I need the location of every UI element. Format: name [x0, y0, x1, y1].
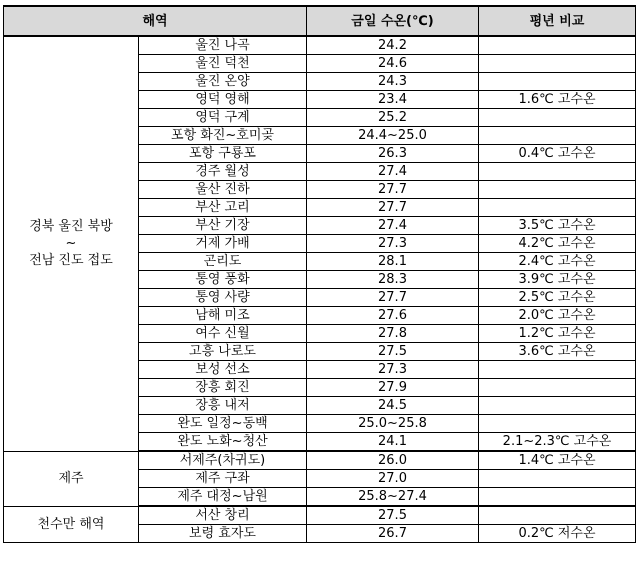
temperature-cell: 27.9	[307, 379, 479, 397]
temperature-cell: 24.2	[307, 36, 479, 55]
temperature-cell: 27.5	[307, 343, 479, 361]
site-cell: 보령 효자도	[139, 525, 307, 543]
temperature-cell: 27.7	[307, 199, 479, 217]
comparison-cell: 4.2℃ 고수온	[479, 235, 636, 253]
region-label: 전남 진도 접도	[29, 253, 113, 269]
temperature-cell: 27.6	[307, 307, 479, 325]
table-body	[4, 36, 636, 543]
temperature-cell: 27.3	[307, 235, 479, 253]
temperature-cell: 24.5	[307, 397, 479, 415]
site-cell: 부산 고리	[139, 199, 307, 217]
site-cell: 영덕 영해	[139, 91, 307, 109]
comparison-cell	[479, 397, 636, 415]
header-area: 해역	[4, 6, 307, 36]
comparison-cell: 1.4℃ 고수온	[479, 451, 636, 470]
site-cell: 울산 진하	[139, 181, 307, 199]
site-cell: 포항 구룡포	[139, 145, 307, 163]
temperature-cell: 26.7	[307, 525, 479, 543]
site-cell: 보성 선소	[139, 361, 307, 379]
site-cell: 서산 창리	[139, 506, 307, 525]
temperature-cell: 25.0~25.8	[307, 415, 479, 433]
region-label: 제주	[58, 471, 84, 486]
comparison-cell	[479, 379, 636, 397]
temperature-cell: 27.4	[307, 163, 479, 181]
table-row	[4, 36, 636, 55]
site-cell: 거제 가배	[139, 235, 307, 253]
temperature-cell: 27.7	[307, 289, 479, 307]
site-cell: 완도 노화~청산	[139, 433, 307, 452]
sea-temperature-table	[3, 5, 636, 543]
comparison-cell: 2.4℃ 고수온	[479, 253, 636, 271]
comparison-cell	[479, 199, 636, 217]
site-cell: 제주 구좌	[139, 470, 307, 488]
comparison-cell: 2.0℃ 고수온	[479, 307, 636, 325]
site-cell: 울진 나곡	[139, 36, 307, 55]
comparison-cell	[479, 181, 636, 199]
comparison-cell: 1.6℃ 고수온	[479, 91, 636, 109]
temperature-cell: 24.4~25.0	[307, 127, 479, 145]
comparison-cell: 1.2℃ 고수온	[479, 325, 636, 343]
comparison-cell	[479, 470, 636, 488]
comparison-cell	[479, 73, 636, 91]
region-label: 경북 울진 북방	[29, 219, 113, 235]
temperature-cell: 28.3	[307, 271, 479, 289]
comparison-cell	[479, 361, 636, 379]
temperature-cell: 26.0	[307, 451, 479, 470]
temperature-cell: 27.4	[307, 217, 479, 235]
header-compare: 평년 비교	[479, 6, 636, 36]
comparison-cell	[479, 506, 636, 525]
site-cell: 장흥 회진	[139, 379, 307, 397]
comparison-cell	[479, 36, 636, 55]
temperature-cell: 24.6	[307, 55, 479, 73]
comparison-cell	[479, 55, 636, 73]
comparison-cell: 0.2℃ 저수온	[479, 525, 636, 543]
site-cell: 여수 신월	[139, 325, 307, 343]
site-cell: 포항 화진~호미곶	[139, 127, 307, 145]
site-cell: 울진 온양	[139, 73, 307, 91]
site-cell: 경주 월성	[139, 163, 307, 181]
site-cell: 장흥 내저	[139, 397, 307, 415]
comparison-cell: 2.5℃ 고수온	[479, 289, 636, 307]
site-cell: 제주 대정~남원	[139, 488, 307, 507]
site-cell: 남해 미조	[139, 307, 307, 325]
region-label: ~	[65, 236, 77, 252]
temperature-cell: 28.1	[307, 253, 479, 271]
header-row	[4, 6, 636, 36]
site-cell: 영덕 구계	[139, 109, 307, 127]
site-cell: 부산 기장	[139, 217, 307, 235]
temperature-cell: 27.0	[307, 470, 479, 488]
temperature-cell: 27.8	[307, 325, 479, 343]
region-cell	[4, 506, 139, 543]
comparison-cell: 3.6℃ 고수온	[479, 343, 636, 361]
comparison-cell: 2.1~2.3℃ 고수온	[479, 433, 636, 452]
comparison-cell: 3.5℃ 고수온	[479, 217, 636, 235]
temperature-cell: 26.3	[307, 145, 479, 163]
temperature-cell: 25.2	[307, 109, 479, 127]
site-cell: 고흥 나로도	[139, 343, 307, 361]
region-label: 천수만 해역	[37, 516, 105, 532]
site-cell: 곤리도	[139, 253, 307, 271]
table-row	[4, 506, 636, 525]
site-cell: 울진 덕천	[139, 55, 307, 73]
region-cell	[4, 36, 139, 451]
temperature-cell: 27.5	[307, 506, 479, 525]
comparison-cell: 0.4℃ 고수온	[479, 145, 636, 163]
temperature-cell: 24.3	[307, 73, 479, 91]
temperature-cell: 24.1	[307, 433, 479, 452]
site-cell: 서제주(차귀도)	[139, 451, 307, 470]
region-cell	[4, 451, 139, 506]
header-sst: 금일 수온(℃)	[307, 6, 479, 36]
temperature-cell: 23.4	[307, 91, 479, 109]
site-cell: 통영 풍화	[139, 271, 307, 289]
temperature-cell: 27.3	[307, 361, 479, 379]
comparison-cell	[479, 488, 636, 507]
comparison-cell	[479, 109, 636, 127]
comparison-cell: 3.9℃ 고수온	[479, 271, 636, 289]
comparison-cell	[479, 163, 636, 181]
comparison-cell	[479, 127, 636, 145]
table-row	[4, 451, 636, 470]
site-cell: 완도 일정~동백	[139, 415, 307, 433]
temperature-cell: 27.7	[307, 181, 479, 199]
site-cell: 통영 사량	[139, 289, 307, 307]
temperature-cell: 25.8~27.4	[307, 488, 479, 507]
comparison-cell	[479, 415, 636, 433]
